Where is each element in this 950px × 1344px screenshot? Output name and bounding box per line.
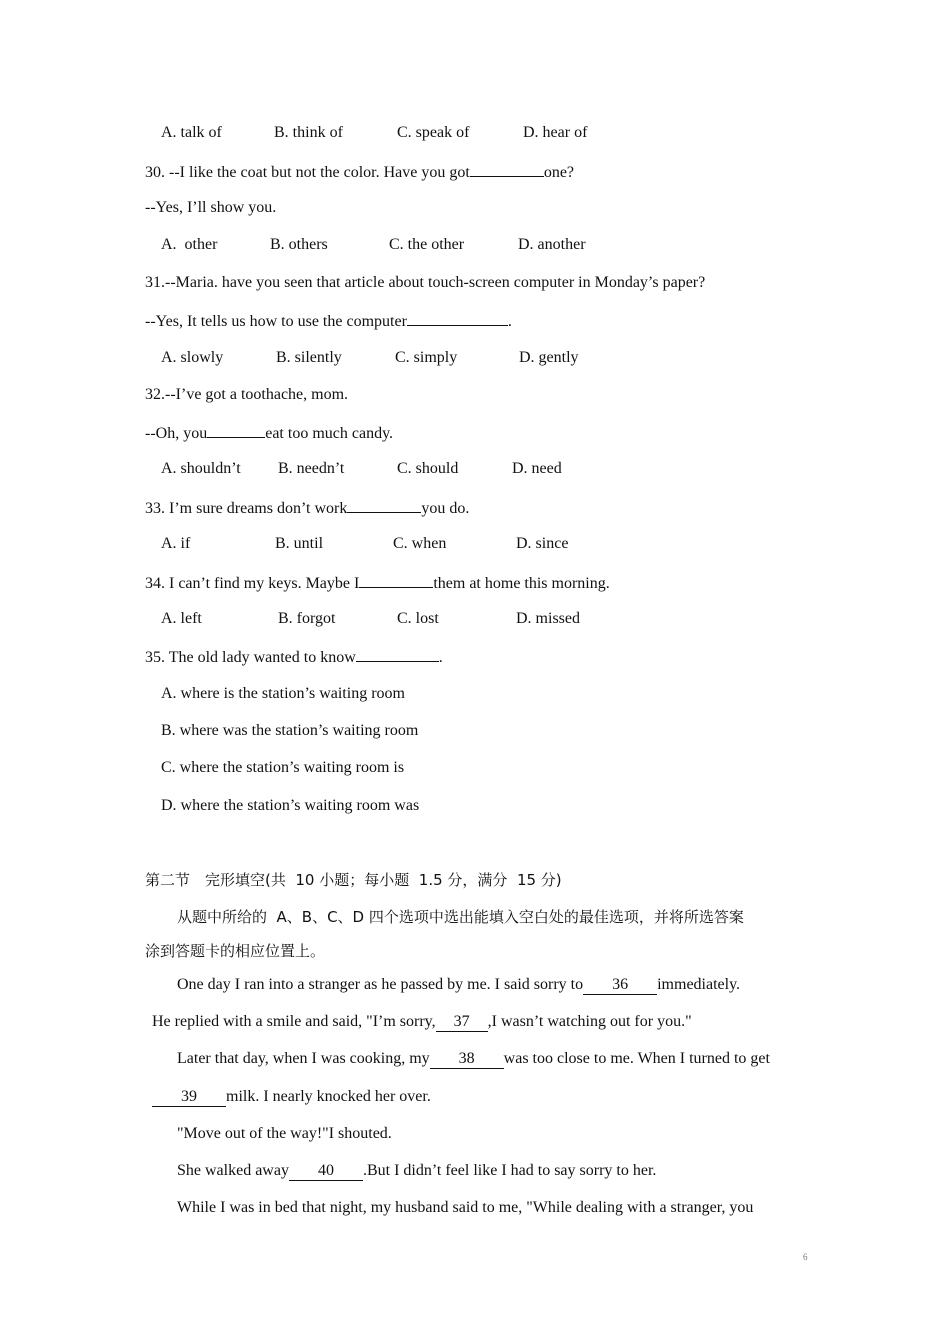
q34-prefix: 34. I can’t find my keys. Maybe I — [145, 575, 360, 592]
q34-question — [145, 572, 610, 594]
q35-prefix: 35. The old lady wanted to know — [145, 649, 356, 666]
q33-option-c: C. when — [393, 535, 447, 552]
q35-blank — [356, 646, 439, 662]
q33-question — [145, 497, 469, 519]
q31-reply — [145, 310, 512, 332]
passage-line-3 — [177, 1049, 770, 1069]
p3-prefix: Later that day, when I was cooking, my — [177, 1050, 430, 1067]
q30-blank — [470, 161, 544, 177]
passage-line-1 — [177, 975, 740, 995]
q34-option-a: A. left — [161, 610, 202, 627]
blank-39: 39 — [152, 1088, 226, 1107]
blank-36: 36 — [583, 976, 657, 995]
q32-prefix: --Oh, you — [145, 425, 208, 442]
q35-option-a: A. where is the station’s waiting room — [161, 685, 405, 702]
q33-option-a: A. if — [161, 535, 191, 552]
q32-option-b: B. needn’t — [278, 460, 345, 477]
passage-line-4 — [152, 1087, 431, 1107]
q30-option-a: A. other — [161, 236, 218, 253]
q29-option-d: D. hear of — [523, 124, 588, 141]
q34-option-c: C. lost — [397, 610, 439, 627]
q29-option-c: C. speak of — [397, 124, 470, 141]
p6-prefix: She walked away — [177, 1162, 289, 1179]
q35-option-d: D. where the station’s waiting room was — [161, 797, 420, 814]
q30-reply: --Yes, I’ll show you. — [145, 199, 277, 216]
section2-instruction-line2: 涂到答题卡的相应位置上。 — [145, 942, 326, 960]
passage-line-5: "Move out of the way!"I shouted. — [177, 1125, 392, 1142]
q34-option-b: B. forgot — [278, 610, 336, 627]
q35-option-b: B. where was the station’s waiting room — [161, 722, 419, 739]
p1-suffix: immediately. — [657, 976, 741, 993]
q32-option-c: C. should — [397, 460, 459, 477]
q30-suffix: one? — [543, 164, 575, 181]
q33-option-b: B. until — [275, 535, 324, 552]
q31-option-d: D. gently — [519, 349, 579, 366]
passage-line-7: While I was in bed that night, my husband said to me, "While dealing with a stranger, you — [177, 1199, 754, 1216]
q32-reply — [145, 422, 393, 444]
blank-37: 37 — [436, 1013, 488, 1032]
section2-heading: 第二节 完形填空(共 10 小题；每小题 1.5 分，满分 15 分) — [145, 871, 562, 889]
q33-blank — [347, 497, 421, 513]
q31-suffix: . — [507, 313, 512, 330]
q35-question — [145, 646, 443, 668]
q33-option-d: D. since — [516, 535, 569, 552]
q32-question: 32.--I’ve got a toothache, mom. — [145, 386, 349, 403]
section2-instruction-line1: 从题中所给的 A、B、C、D 四个选项中选出能填入空白处的最佳选项，并将所选答案 — [177, 908, 744, 926]
q31-question: 31.--Maria. have you seen that article about touch-screen computer in Monday’s paper? — [145, 274, 706, 291]
p2-suffix: ,I wasn’t watching out for you." — [487, 1013, 692, 1030]
q30-option-d: D. another — [518, 236, 586, 253]
q34-suffix: them at home this morning. — [433, 575, 610, 592]
q32-option-d: D. need — [512, 460, 562, 477]
q31-option-b: B. silently — [276, 349, 342, 366]
q34-blank — [359, 572, 433, 588]
q31-option-a: A. slowly — [161, 349, 224, 366]
q29-option-a: A. talk of — [161, 124, 222, 141]
p4-suffix: milk. I nearly knocked her over. — [226, 1088, 431, 1105]
blank-40: 40 — [289, 1162, 363, 1181]
q31-blank — [407, 310, 508, 326]
p2-prefix: He replied with a smile and said, "I’m sorry, — [152, 1013, 436, 1030]
q30-question — [145, 161, 574, 183]
q32-option-a: A. shouldn’t — [161, 460, 241, 477]
q31-prefix: --Yes, It tells us how to use the computer — [145, 313, 407, 330]
q32-blank — [207, 422, 265, 438]
q30-option-b: B. others — [270, 236, 328, 253]
q34-option-d: D. missed — [516, 610, 580, 627]
p6-suffix: .But I didn’t feel like I had to say sorry to her. — [362, 1162, 657, 1179]
p1-prefix: One day I ran into a stranger as he passed by me. I said sorry to — [177, 976, 584, 993]
q33-suffix: you do. — [421, 500, 470, 517]
passage-line-6 — [177, 1161, 656, 1181]
q32-suffix: eat too much candy. — [265, 425, 394, 442]
q33-prefix: 33. I’m sure dreams don’t work — [145, 500, 348, 517]
q35-option-c: C. where the station’s waiting room is — [161, 759, 405, 776]
q29-option-b: B. think of — [274, 124, 343, 141]
page-number: 6 — [803, 1252, 808, 1262]
blank-38: 38 — [430, 1050, 504, 1069]
q30-option-c: C. the other — [389, 236, 465, 253]
p3-suffix: was too close to me. When I turned to get — [503, 1050, 770, 1067]
passage-line-2 — [152, 1012, 692, 1032]
q35-suffix: . — [438, 649, 443, 666]
q30-prefix: 30. --I like the coat but not the color. Have you got — [145, 164, 470, 181]
q31-option-c: C. simply — [395, 349, 458, 366]
